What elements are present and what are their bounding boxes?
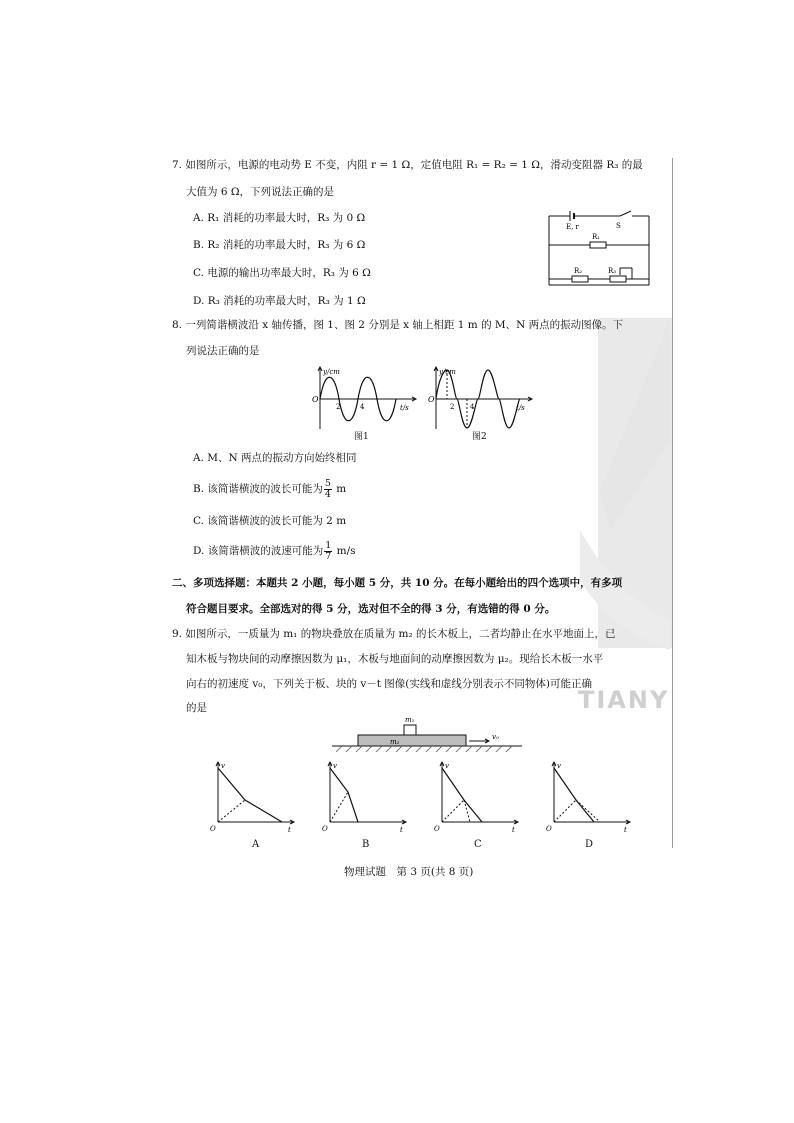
page-footer: 物理试题 第 3 页(共 8 页) (344, 866, 474, 878)
graph-c-v: v (445, 762, 449, 770)
fig1-origin: O (312, 395, 319, 404)
q8-option-d-denominator: 7 (325, 550, 332, 562)
q8-option-a: A. M、N 两点的振动方向始终相同 (193, 452, 357, 464)
fig2-tick-4: 4 (470, 403, 475, 411)
fig2-tick-2: 2 (450, 403, 455, 411)
q8-stem-line2: 列说法正确的是 (186, 345, 260, 357)
q9-stem-line3: 向右的初速度 v₀，下列关于板、块的 v－t 图像(实线和虚线分别表示不同物体)可能正确 (186, 678, 592, 690)
graph-b-o: O (322, 825, 328, 833)
section2-line2: 符合题目要求。全部选对的得 5 分，选对但不全的得 3 分，有选错的得 0 分。 (186, 603, 556, 615)
q8-option-d-numerator: 1 (325, 539, 332, 551)
q9-graph-b-label: B (362, 839, 370, 850)
q8-figure2-caption: 图2 (472, 432, 487, 442)
watermark-text: TIANY (578, 686, 670, 714)
q9-stem-line4: 的是 (186, 702, 207, 714)
graph-a-o: O (210, 825, 216, 833)
graph-c-o: O (434, 825, 440, 833)
q9-graph-d-label: D (585, 839, 594, 850)
q9-graph-c-label: C (474, 839, 482, 850)
q8-option-b-unit: m (336, 483, 347, 495)
board-m2 (358, 735, 466, 746)
fig1-tick-4: 4 (360, 403, 365, 411)
q8-option-d-unit: m/s (336, 545, 356, 557)
graph-b-dashed (330, 792, 348, 822)
circuit-source-label: E, r (566, 223, 579, 231)
circuit-r2-label: R₂ (574, 267, 583, 275)
graph-b-solid (330, 768, 358, 822)
graph-d-solid (554, 768, 594, 822)
q9-stem-line1: 9. 如图所示，一质量为 m₁ 的物块叠放在质量为 m₂ 的长木板上，二者均静止在水平地面上，已 (172, 628, 616, 640)
q9-graph-a (210, 760, 300, 835)
q8-stem-line1: 8. 一列简谐横波沿 x 轴传播，图 1、图 2 分别是 x 轴上相距 1 m 的 M、N 两点的振动图像。下 (172, 319, 624, 331)
section2-line1: 二、多项选择题：本题共 2 小题，每小题 5 分，共 10 分。在每小题给出的四个选项中，有多项 (172, 577, 623, 589)
graph-d-v: v (557, 762, 561, 770)
q8-option-b-denominator: 4 (324, 488, 331, 500)
graph-b-v: v (333, 762, 337, 770)
q8-figure1-caption: 图1 (354, 432, 369, 442)
q8-option-b-text: B. 该简谐横波的波长可能为 (193, 483, 323, 495)
q9-graph-c (434, 760, 524, 835)
q7-option-b: B. R₂ 消耗的功率最大时，R₃ 为 6 Ω (193, 239, 366, 251)
graph-c-solid (442, 768, 482, 822)
graph-d-o: O (546, 825, 552, 833)
q8-option-d (193, 539, 356, 563)
q9-graph-d (546, 760, 636, 835)
q7-circuit-diagram (544, 210, 664, 290)
q9-board-block-figure (332, 712, 522, 754)
q8-option-c: C. 该简谐横波的波长可能为 2 m (193, 515, 347, 527)
circuit-switch-label: S (616, 222, 621, 230)
right-margin-rule (672, 158, 673, 848)
graph-b-t: t (400, 826, 403, 834)
graph-a-dashed (218, 800, 245, 822)
fig1-tick-2: 2 (336, 403, 341, 411)
q9-graph-b (322, 760, 412, 835)
graph-c-dashed-rise (442, 800, 464, 822)
fig2-origin: O (428, 395, 435, 404)
fig1-ylabel: y/cm (323, 368, 340, 376)
graph-d-dashed-drop (576, 800, 600, 822)
label-m2: m₂ (390, 738, 400, 746)
q7-stem-line1: 7. 如图所示，电源的电动势 E 不变，内阻 r = 1 Ω，定值电阻 R₁ = R₂ = 1 Ω，滑动变阻器 R₃ 的最 (172, 159, 643, 171)
block-m1 (404, 725, 416, 735)
graph-d-t: t (624, 826, 627, 834)
q7-option-a: A. R₁ 消耗的功率最大时，R₃ 为 0 Ω (193, 212, 366, 224)
q8-option-b-fraction (324, 479, 332, 500)
circuit-r1-label: R₁ (592, 233, 601, 241)
fig2-ylabel: y/cm (439, 368, 456, 376)
q7-option-d: D. R₃ 消耗的功率最大时，R₃ 为 1 Ω (193, 295, 366, 307)
q8-option-b (193, 477, 346, 501)
q9-graph-a-label: A (252, 839, 260, 850)
q8-option-d-fraction (324, 541, 332, 562)
q8-option-b-numerator: 5 (324, 477, 331, 489)
fig1-xlabel: t/s (400, 404, 409, 412)
graph-d-dashed-rise (554, 800, 576, 822)
fig2-xlabel: t/s (516, 404, 525, 412)
q9-stem-line2: 知木板与物块间的动摩擦因数为 μ₁，木板与地面间的动摩擦因数为 μ₂。现给长木板一水平 (186, 653, 604, 665)
graph-c-t: t (512, 826, 515, 834)
circuit-r3-label: R₃ (608, 267, 617, 275)
label-v0: v₀ (492, 733, 499, 741)
graph-a-t: t (288, 826, 291, 834)
q7-stem-line2: 大值为 6 Ω，下列说法正确的是 (186, 186, 335, 198)
q7-option-c: C. 电源的输出功率最大时，R₃ 为 6 Ω (193, 267, 371, 279)
q8-option-d-text: D. 该简谐横波的波速可能为 (193, 545, 324, 557)
graph-a-v: v (221, 762, 225, 770)
label-m1: m₁ (405, 716, 415, 724)
